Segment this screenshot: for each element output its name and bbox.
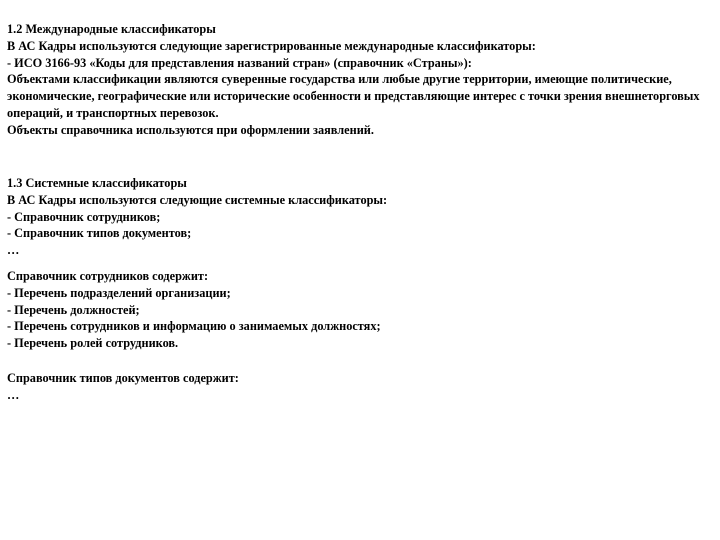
section-intro: В АС Кадры используются следующие системные классификаторы: bbox=[7, 192, 388, 207]
list-item: - Перечень ролей сотрудников. bbox=[7, 336, 179, 351]
usage-description: Объекты справочника используются при оформлении заявлений. bbox=[7, 122, 374, 137]
doc-types-directory-contents bbox=[7, 370, 706, 404]
list-item: - Справочник сотрудников; bbox=[7, 209, 161, 224]
ellipsis: … bbox=[7, 387, 20, 402]
ellipsis: … bbox=[7, 243, 20, 258]
list-item: - Перечень должностей; bbox=[7, 302, 140, 317]
list-item: - ИСО 3166-93 «Коды для представления названий стран» (справочник «Страны»): bbox=[7, 55, 472, 70]
section-system-classifiers bbox=[7, 175, 706, 259]
list-item: - Справочник типов документов; bbox=[7, 226, 192, 241]
directory-heading: Справочник типов документов содержит: bbox=[7, 371, 239, 385]
section-heading: 1.2 Международные классификаторы bbox=[7, 22, 216, 36]
employees-directory-contents bbox=[7, 268, 706, 352]
directory-heading: Справочник сотрудников содержит: bbox=[7, 269, 209, 283]
objects-description: Объектами классификации являются суверенные государства или любые другие территории, имеющие политические, экономические, географические или исторические особенности и представляющие интерес с точки зрения внешнеторговых операций, и транспортных перевозок. bbox=[7, 72, 700, 120]
list-item: - Перечень сотрудников и информацию о занимаемых должностях; bbox=[7, 319, 381, 334]
list-item: - Перечень подразделений организации; bbox=[7, 285, 231, 300]
section-international-classifiers bbox=[7, 21, 706, 139]
section-intro: В АС Кадры используются следующие зарегистрированные международные классификаторы: bbox=[7, 38, 536, 53]
section-heading: 1.3 Системные классификаторы bbox=[7, 176, 187, 190]
